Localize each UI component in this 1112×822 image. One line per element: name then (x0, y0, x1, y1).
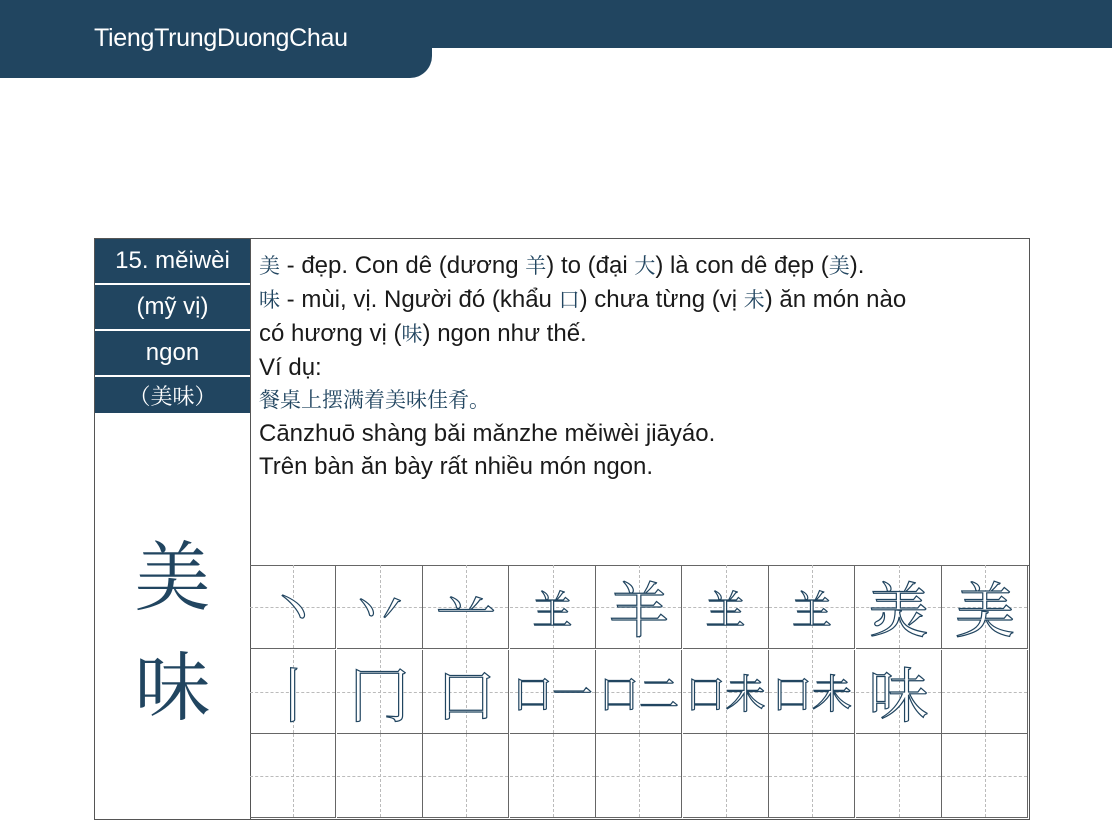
stroke-order-step: 味 (868, 661, 929, 732)
word-column (95, 239, 251, 819)
stroke-order-step: 䒑 (436, 577, 496, 647)
practice-cell (856, 734, 942, 818)
practice-cell (683, 734, 769, 818)
stroke-order-step: 口二 (599, 672, 679, 718)
stroke-order-step: 美 (955, 577, 1015, 647)
explanation-block (259, 249, 1029, 483)
word-hanviet: (mỹ vị) (95, 285, 250, 329)
practice-cell (596, 734, 682, 818)
stroke-order-step: 丶 (263, 577, 323, 647)
practice-cell (250, 650, 336, 734)
stroke-order-step: 羙 (868, 577, 929, 647)
practice-cell (337, 565, 423, 649)
practice-cell (510, 734, 596, 818)
explanation-line-2: 味 - mùi, vị. Người đó (khẩu 口) chưa từng (vị 未) ăn món nào (259, 286, 907, 313)
big-characters (95, 523, 250, 743)
practice-cell (423, 650, 509, 734)
example-hanzi: 餐桌上摆满着美味佳肴。 (259, 388, 490, 412)
example-translation: Trên bàn ăn bày rất nhiều món ngon. (259, 453, 654, 480)
stroke-order-step: 口未 (685, 672, 766, 718)
practice-cell (856, 650, 942, 734)
practice-cell (510, 650, 596, 734)
stroke-order-step: 冂 (349, 661, 410, 732)
explanation-line-1: 美 - đẹp. Con dê (dương 羊) to (đại 大) là con dê đẹp (美). (259, 252, 865, 279)
stroke-order-step: 𦍌 (705, 587, 746, 634)
stroke-order-step: 𦍌 (532, 587, 573, 634)
practice-cell (942, 650, 1028, 734)
word-meaning: ngon (95, 331, 250, 375)
practice-cell (769, 650, 855, 734)
practice-cell (423, 565, 509, 649)
practice-cell (596, 565, 682, 649)
practice-cell (856, 565, 942, 649)
example-pinyin: Cānzhuō shàng bǎi mǎnzhe měiwèi jiāyáo. (259, 420, 716, 447)
explanation-line-3: có hương vị (味) ngon như thế. (259, 320, 587, 347)
stroke-order-step: 口 (436, 661, 496, 732)
big-char-2: 味 (134, 643, 211, 732)
word-hanzi-paren: （美味） (95, 377, 250, 413)
stroke-order-step: 口一 (512, 672, 593, 718)
stroke-order-step: 羊 (609, 577, 669, 647)
word-number-pinyin: 15. měiwèi (95, 239, 250, 283)
stroke-order-step: 口未 (772, 672, 852, 718)
practice-grid (250, 565, 1029, 819)
practice-cell (683, 650, 769, 734)
stroke-order-step: 丷 (349, 577, 410, 647)
practice-cell (337, 650, 423, 734)
practice-cell (596, 650, 682, 734)
practice-cell (510, 565, 596, 649)
big-char-1: 美 (134, 533, 211, 622)
practice-cell (683, 565, 769, 649)
practice-cell (250, 565, 336, 649)
stroke-order-step: 𦍌 (792, 587, 832, 634)
practice-cell (769, 734, 855, 818)
practice-cell (942, 734, 1028, 818)
practice-cell (250, 734, 336, 818)
brand-title: TiengTrungDuongChau (94, 24, 348, 52)
stroke-order-step: 丨 (263, 661, 323, 732)
practice-cell (423, 734, 509, 818)
practice-cell (769, 565, 855, 649)
practice-cell (337, 734, 423, 818)
practice-cell (942, 565, 1028, 649)
example-label: Ví dụ: (259, 354, 322, 381)
vocab-card (94, 238, 1030, 820)
